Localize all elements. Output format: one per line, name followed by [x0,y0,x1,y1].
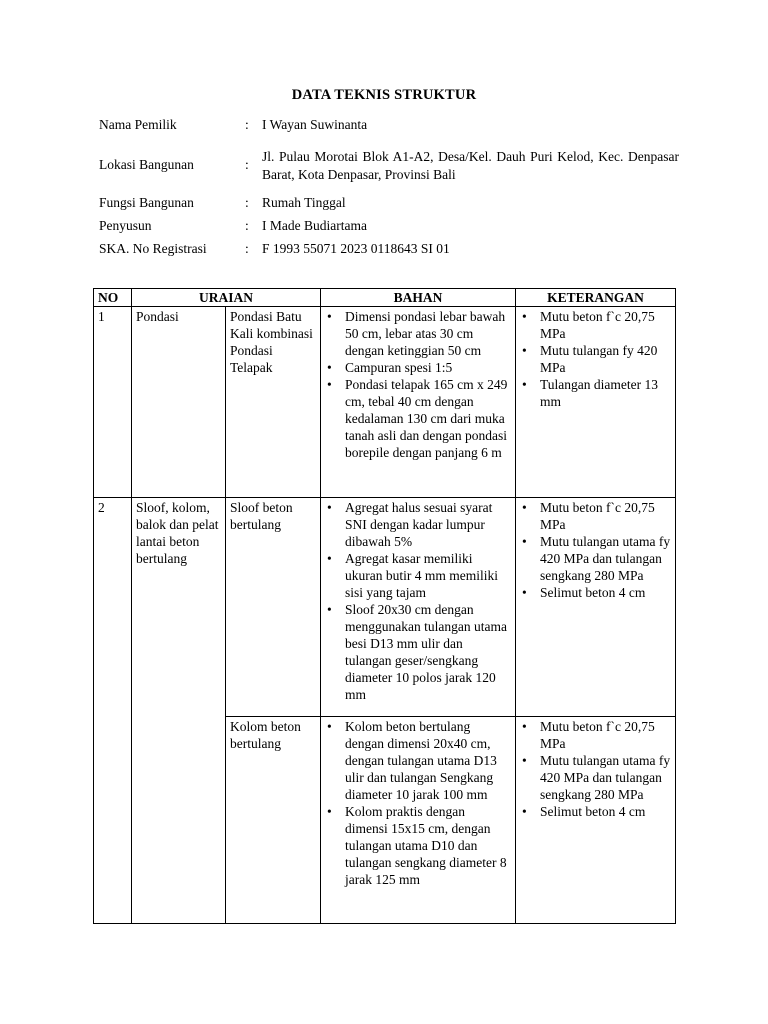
list-item: • Agregat halus sesuai syarat SNI dengan kadar lumpur dibawah 5% [325,499,511,550]
list-item: • Dimensi pondasi lebar bawah 50 cm, lebar atas 30 cm dengan ketinggian 50 cm [325,308,511,359]
list-item: • Pondasi telapak 165 cm x 249 cm, tebal 40 cm dengan kedalaman 130 cm dari muka tanah asli dan dengan pondasi borepile dengan panjang 6 m [325,376,511,461]
list-item: • Kolom praktis dengan dimensi 15x15 cm, dengan tulangan utama D10 dan tulangan sengkang diameter 8 jarak 125 mm [325,803,511,888]
info-label: Penyusun [99,218,152,233]
header-bahan: BAHAN [321,289,516,307]
row-keterangan [516,498,676,717]
info-value: F 1993 55071 2023 0118643 SI 01 [262,241,450,256]
info-colon: : [245,157,249,172]
info-colon: : [245,241,249,256]
info-value: I Made Budiartama [262,218,367,233]
info-label: SKA. No Registrasi [99,241,207,256]
info-row-function [99,194,679,217]
table-header-row [94,289,676,307]
list-item: • Campuran spesi 1:5 [325,359,511,376]
list-item: • Mutu beton f`c 20,75 MPa [520,499,671,533]
list-item: • Mutu beton f`c 20,75 MPa [520,308,671,342]
keterangan-list [520,499,671,601]
header-no: NO [94,289,132,307]
row-sub-uraian: Sloof beton bertulang [226,498,321,717]
row-uraian: Sloof, kolom, balok dan pelat lantai beton bertulang [132,498,226,924]
list-item: • Kolom beton bertulang dengan dimensi 20x40 cm, dengan tulangan utama D13 ulir dan tulangan Sengkang diameter 10 jarak 100 mm [325,718,511,803]
list-item: • Mutu beton f`c 20,75 MPa [520,718,671,752]
project-info [99,116,679,263]
info-row-location [99,148,679,194]
info-colon: : [245,218,249,233]
list-item: • Mutu tulangan utama fy 420 MPa dan tulangan sengkang 280 MPa [520,533,671,584]
info-colon: : [245,117,249,132]
row-bahan [321,498,516,717]
row-keterangan [516,717,676,924]
info-value: I Wayan Suwinanta [262,117,368,132]
list-item: • Agregat kasar memiliki ukuran butir 4 mm memiliki sisi yang tajam [325,550,511,601]
row-no: 1 [94,307,132,498]
info-value: Jl. Pulau Morotai Blok A1-A2, Desa/Kel. Dauh Puri Kelod, Kec. Denpasar Barat, Kota Denpasar, Provinsi Bali [262,149,679,182]
info-row-registration [99,240,679,263]
info-value: Rumah Tinggal [262,195,346,210]
list-item: • Mutu tulangan fy 420 MPa [520,342,671,376]
keterangan-list [520,718,671,820]
list-item: • Mutu tulangan utama fy 420 MPa dan tulangan sengkang 280 MPa [520,752,671,803]
row-no: 2 [94,498,132,924]
row-bahan [321,307,516,498]
info-colon: : [245,195,249,210]
structure-table [93,288,676,924]
info-row-author [99,217,679,240]
info-label: Nama Pemilik [99,117,177,132]
document-title: DATA TEKNIS STRUKTUR [291,87,477,103]
bahan-list [325,499,511,703]
table-row [94,307,676,498]
bahan-list [325,308,511,461]
info-row-owner [99,116,679,140]
info-label: Fungsi Bangunan [99,195,194,210]
list-item: • Sloof 20x30 cm dengan menggunakan tulangan utama besi D13 mm ulir dan tulangan geser/sengkang diameter 10 polos jarak 120 mm [325,601,511,703]
row-keterangan [516,307,676,498]
bahan-list [325,718,511,888]
list-item: • Selimut beton 4 cm [520,584,671,601]
row-uraian: Pondasi [132,307,226,498]
row-bahan [321,717,516,924]
row-sub-uraian: Kolom beton bertulang [226,717,321,924]
info-label: Lokasi Bangunan [99,157,194,172]
list-item: • Selimut beton 4 cm [520,803,671,820]
header-keterangan: KETERANGAN [516,289,676,307]
keterangan-list [520,308,671,410]
list-item: • Tulangan diameter 13 mm [520,376,671,410]
table-row [94,498,676,717]
row-sub-uraian: Pondasi Batu Kali kombinasi Pondasi Telapak [226,307,321,498]
header-uraian: URAIAN [132,289,321,307]
